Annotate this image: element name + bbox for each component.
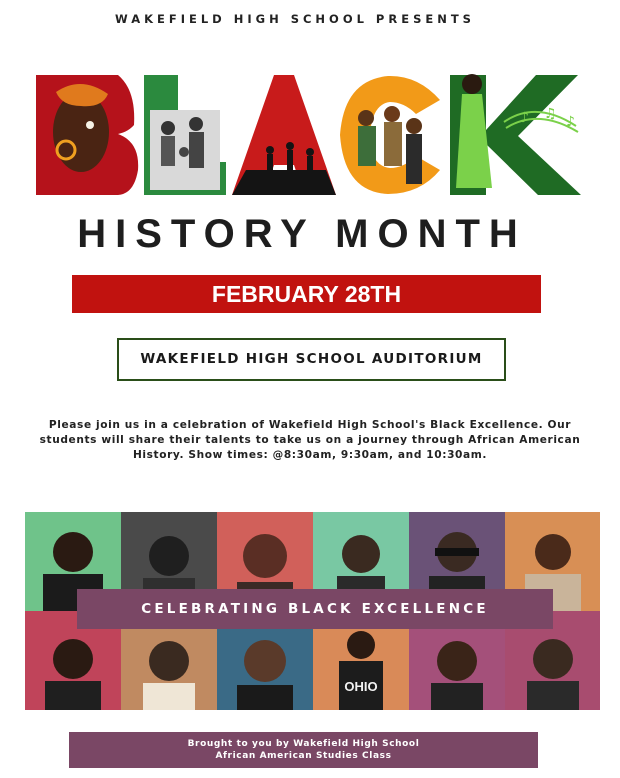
presenter-line: WAKEFIELD HIGH SCHOOL PRESENTS — [115, 12, 475, 26]
credit-line-1: Brought to you by Wakefield High School — [187, 739, 420, 749]
svg-text:♪: ♪ — [520, 110, 529, 126]
black-title-art — [36, 70, 592, 200]
credit-line-2: African American Studies Class — [215, 751, 392, 761]
celebrating-banner: CELEBRATING BLACK EXCELLENCE — [77, 589, 553, 629]
event-date-banner: FEBRUARY 28TH — [72, 275, 541, 313]
event-venue-box: WAKEFIELD HIGH SCHOOL AUDITORIUM — [117, 338, 506, 381]
letter-l-illustration — [144, 75, 226, 195]
letter-a-illustration — [232, 75, 336, 195]
letter-c-illustration — [340, 76, 440, 194]
letter-k-illustration — [450, 74, 581, 195]
credit-banner — [69, 732, 538, 768]
svg-text:♫: ♫ — [544, 106, 557, 122]
subtitle-history-month: HISTORY MONTH — [77, 212, 527, 256]
event-description: Please join us in a celebration of Wakefield High School's Black Excellence. Our students will share their talents to take us on a journey through African American History. Show times: @8:30am, 9:30am, and 10:30am. — [39, 419, 581, 461]
letter-b-illustration — [36, 75, 138, 195]
svg-text:♪: ♪ — [566, 114, 575, 130]
jersey-text: OHIO — [344, 679, 378, 694]
